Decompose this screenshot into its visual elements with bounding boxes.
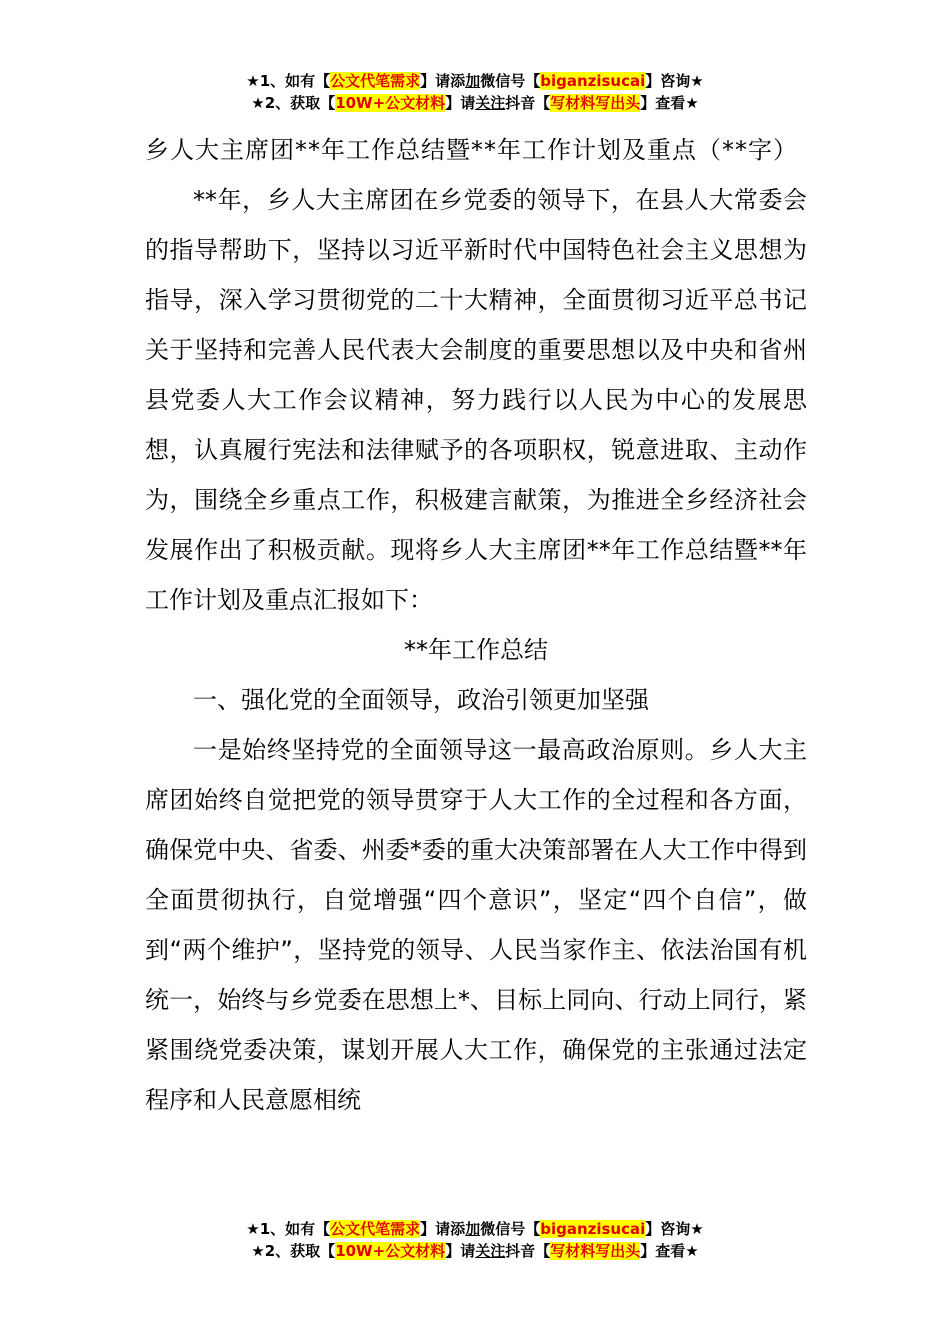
section-heading-1: 一、强化党的全面领导，政治引领更加坚强 [193, 686, 649, 714]
highlight-douyin: 写材料写出头 [550, 1242, 641, 1260]
document-title: 乡人大主席团**年工作总结暨**年工作计划及重点（**字） [145, 136, 798, 164]
top-banner [0, 70, 950, 114]
banner-line-1: ★1、如有【公文代笔需求】请添加微信号【biganzisucai】咨询★ [246, 72, 704, 90]
highlight-service: 公文代笔需求 [330, 72, 421, 90]
bottom-banner [0, 1218, 950, 1262]
highlight-wechat-id: biganzisucai [540, 72, 646, 90]
section-title: **年工作总结 [404, 636, 548, 664]
highlight-service: 公文代笔需求 [330, 1220, 421, 1238]
banner-line-2: ★2、获取【10W+公文材料】请关注抖音【写材料写出头】查看★ [251, 94, 699, 112]
banner-line-2: ★2、获取【10W+公文材料】请关注抖音【写材料写出头】查看★ [251, 1242, 699, 1260]
banner-line-1: ★1、如有【公文代笔需求】请添加微信号【biganzisucai】咨询★ [246, 1220, 704, 1238]
highlight-douyin: 写材料写出头 [550, 94, 641, 112]
intro-paragraph: **年，乡人大主席团在乡党委的领导下，在县人大常委会的指导帮助下，坚持以习近平新时代中国特色社会主义思想为指导，深入学习贯彻党的二十大精神，全面贯彻习近平总书记关于坚持和完善人民代表大会制度的重要思想以及中央和省州县党委人大工作会议精神，努力践行以人民为中心的发展思想，认真履行宪法和法律赋予的各项职权，锐意进取、主动作为，围绕全乡重点工作，积极建言献策，为推进全乡经济社会发展作出了积极贡献。现将乡人大主席团**年工作总结暨**年工作计划及重点汇报如下： [145, 186, 807, 614]
document-body [145, 125, 807, 1125]
body-paragraph-1: 一是始终坚持党的全面领导这一最高政治原则。乡人大主席团始终自觉把党的领导贯穿于人大工作的全过程和各方面，确保党中央、省委、州委*委的重大决策部署在人大工作中得到全面贯彻执行，自觉增强“四个意识”，坚定“四个自信”，做到“两个维护”，坚持党的领导、人民当家作主、依法治国有机统一，始终与乡党委在思想上*、目标上同向、行动上同行，紧紧围绕党委决策，谋划开展人大工作，确保党的主张通过法定程序和人民意愿相统 [145, 736, 807, 1114]
highlight-materials: 10W+公文材料 [335, 94, 446, 112]
highlight-materials: 10W+公文材料 [335, 1242, 446, 1260]
highlight-wechat-id: biganzisucai [540, 1220, 646, 1238]
